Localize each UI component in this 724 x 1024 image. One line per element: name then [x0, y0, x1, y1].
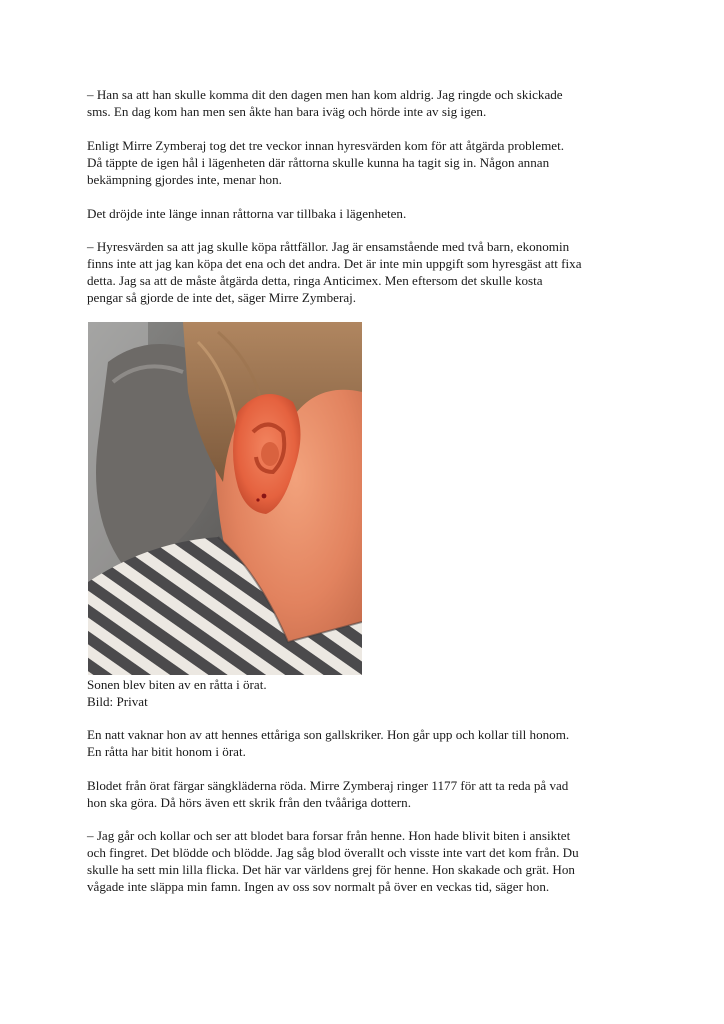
- photo-credit: Bild: Privat: [87, 694, 148, 709]
- paragraph-2: Enligt Mirre Zymberaj tog det tre veckor innan hyresvärden kom för att åtgärda problemet. Då täppte de igen hål i lägenheten där råttorna skulle kunna ha tagit sig in. Någon annan bekämpning gjordes inte, menar hon.: [87, 138, 565, 187]
- paragraph-3: Det dröjde inte länge innan råttorna var tillbaka i lägenheten.: [87, 206, 407, 221]
- photo-caption: Sonen blev biten av en råtta i örat.: [87, 677, 267, 692]
- paragraph-7: – Jag går och kollar och ser att blodet bara forsar från henne. Hon hade blivit biten i ansiktet och fingret. Det blödde och blödde. Jag såg blod överallt och visste inte vart det kom från. Du skulle ha sett min lilla flicka. Det här var världens grej för henne. Hon skakade och grät. Hon vågade inte släppa min famn. Ingen av oss sov normalt på över en veckas tid, säger hon.: [87, 828, 579, 894]
- paragraph-6: Blodet från örat färgar sängkläderna röda. Mirre Zymberaj ringer 1177 för att ta reda på vad hon ska göra. Då hörs även ett skrik från den tvååriga dottern.: [87, 778, 569, 810]
- paragraph-4: – Hyresvärden sa att jag skulle köpa råttfällor. Jag är ensamstående med två barn, ekonomin finns inte att jag kan köpa det ena och det andra. Det är inte min uppgift som hyresgäst att fixa detta. Jag sa att de måste åtgärda detta, ringa Anticimex. Men eftersom det skulle kosta pengar så gjorde de inte det, säger Mirre Zymberaj.: [87, 239, 582, 305]
- child-ear-photo: [88, 322, 362, 675]
- paragraph-1: – Han sa att han skulle komma dit den dagen men han kom aldrig. Jag ringde och skickade sms. En dag kom han men sen åkte han bara iväg och hörde inte av sig igen.: [87, 87, 563, 119]
- paragraph-5: En natt vaknar hon av att hennes ettåriga son gallskriker. Hon går upp och kollar till honom. En råtta har bitit honom i örat.: [87, 727, 570, 759]
